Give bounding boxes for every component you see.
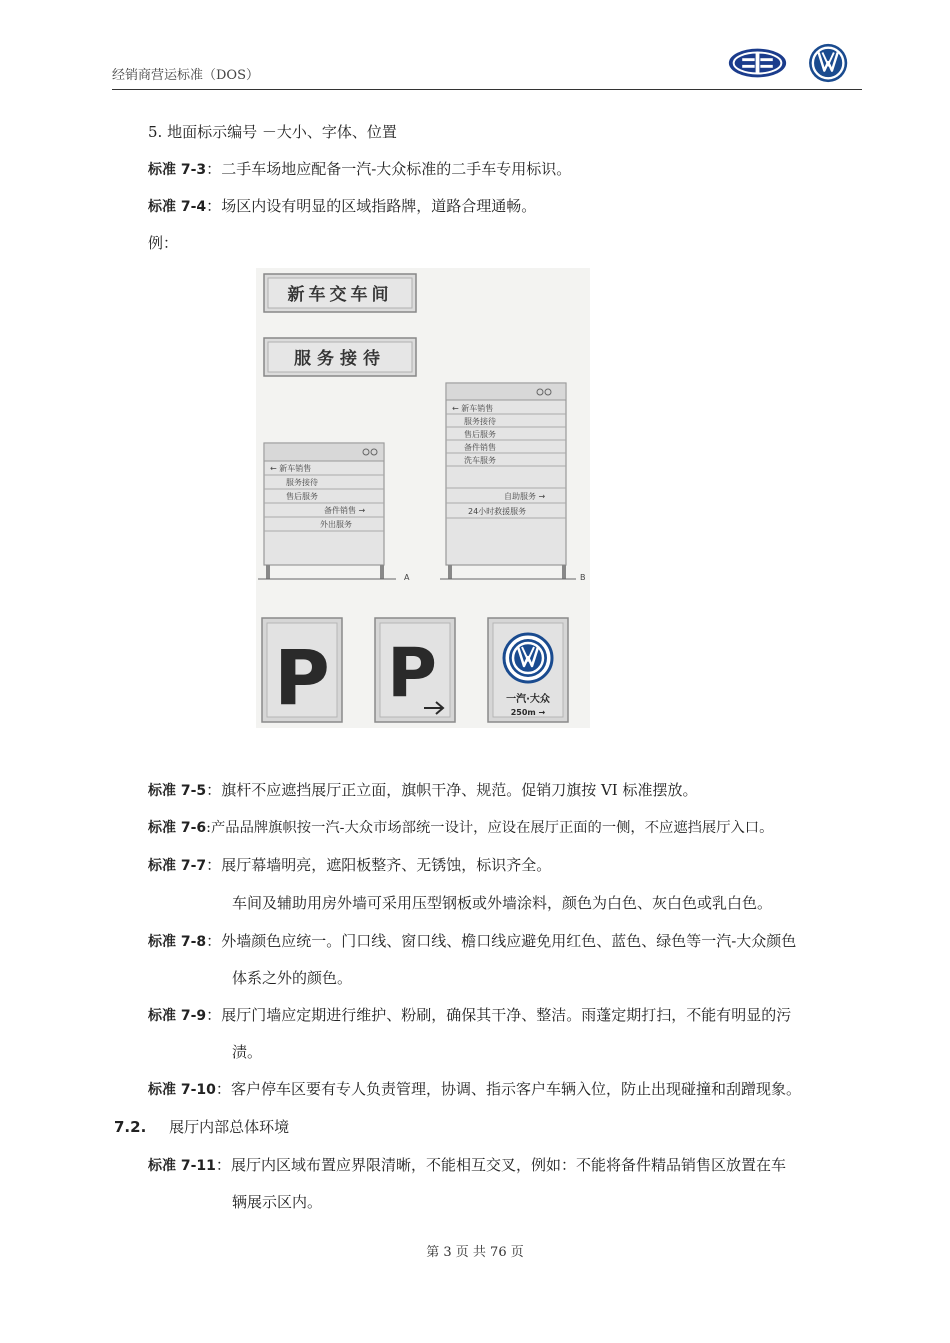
standard-label: 标准 7-4 [148, 199, 207, 215]
page-number: 第 3 页 共 76 页 [426, 1245, 524, 1260]
vw-sign-name: 一汽·大众 [506, 694, 550, 705]
standard-7-11-cont: 辆展示区内。 [232, 1193, 323, 1211]
faw-logo-icon [729, 49, 786, 78]
directory-board-b [440, 383, 586, 582]
standard-7-6: 标准 7-6:产品品牌旗帜按一汽-大众市场部统一设计，应设在展厅正面的一侧，不应遮挡展厅入口。 [148, 820, 774, 836]
vw-logo-icon [504, 634, 552, 682]
section-7-2 [114, 1117, 289, 1137]
signage-illustration [256, 268, 590, 728]
standard-label: 标准 7-3 [148, 162, 207, 178]
board-b-item: ← 新车销售 [452, 404, 494, 413]
parking-sign [262, 618, 342, 722]
sign-service-reception [264, 338, 416, 376]
standard-label: 标准 7-11 [148, 1158, 216, 1174]
standard-7-5: 标准 7-5：旗杆不应遮挡展厅正立面，旗帜干净、规范。促销刀旗按 VI 标准摆放。 [148, 781, 698, 799]
standard-text: 展厅幕墙明亮，遮阳板整齐、无锈蚀，标识齐全。 [221, 856, 552, 874]
standard-label: 标准 7-7 [148, 858, 207, 874]
board-b-item: 售后服务 [464, 430, 496, 439]
parking-direction-sign [375, 618, 455, 722]
sign1-text: 新车交车间 [287, 285, 393, 305]
document-title: 经销商营运标准（DOS） [112, 68, 259, 83]
board-a-label: A [404, 573, 410, 582]
standard-text: 展厅门墙应定期进行维护、粉刷，确保其干净、整洁。雨蓬定期打扫，不能有明显的污 [221, 1006, 792, 1024]
board-b-item: 自助服务 → [504, 492, 546, 501]
standard-label: 标准 7-8 [148, 934, 207, 950]
section-title: 展厅内部总体环境 [169, 1118, 290, 1136]
directory-board-a [258, 443, 410, 582]
board-a-item: ← 新车销售 [270, 464, 312, 473]
standard-7-11: 标准 7-11：展厅内区域布置应界限清晰，不能相互交叉，例如：不能将备件精品销售区放置在车 [148, 1156, 786, 1174]
standard-text: 客户停车区要有专人负责管理，协调、指示客户车辆入位，防止出现碰撞和刮蹭现象。 [230, 1080, 801, 1098]
standard-7-7: 标准 7-7：展厅幕墙明亮，遮阳板整齐、无锈蚀，标识齐全。 [148, 856, 552, 874]
standard-7-9: 标准 7-9：展厅门墙应定期进行维护、粉刷，确保其干净、整洁。雨蓬定期打扫，不能有明显的污 [148, 1006, 792, 1024]
standard-7-8-cont: 体系之外的颜色。 [232, 969, 353, 987]
standard-label: 标准 7-5 [148, 783, 207, 799]
standard-7-8: 标准 7-8：外墙颜色应统一。门口线、窗口线、檐口线应避免用红色、蓝色、绿色等一汽-大众颜色 [148, 932, 797, 950]
parking-letter: P [274, 633, 330, 722]
standard-text: 外墙颜色应统一。门口线、窗口线、檐口线应避免用红色、蓝色、绿色等一汽-大众颜色 [221, 932, 797, 950]
standard-7-7-cont: 车间及辅助用房外墙可采用压型钢板或外墙涂料，颜色为白色、灰白色或乳白色。 [232, 894, 773, 912]
board-a-item: 服务接待 [286, 478, 318, 487]
sign2-text: 服务接待 [294, 349, 386, 369]
sign-new-car-delivery [264, 274, 416, 312]
example-label: 例： [148, 234, 179, 252]
vw-direction-sign [488, 618, 568, 722]
brand-logos [724, 42, 854, 84]
standard-label: 标准 7-10 [148, 1082, 216, 1098]
board-a-item: 外出服务 [320, 520, 352, 529]
item-5: 5. 地面标示编号 －大小、字体、位置 [148, 123, 397, 141]
vw-logo-icon [809, 44, 847, 82]
standard-text: 旗杆不应遮挡展厅正立面，旗帜干净、规范。促销刀旗按 VI 标准摆放。 [221, 781, 698, 799]
signage-figure [256, 268, 590, 728]
board-b-item: 备件销售 [464, 443, 496, 452]
standard-label: 标准 7-9 [148, 1008, 207, 1024]
vw-sign-distance: 250m → [510, 708, 546, 717]
standard-text: 二手车场地应配备一汽-大众标准的二手车专用标识。 [221, 160, 572, 178]
page-header [112, 40, 862, 90]
standard-label: 标准 7-6 [148, 820, 207, 836]
standard-text: 场区内设有明显的区域指路牌，道路合理通畅。 [221, 197, 537, 215]
board-b-item: 洗车服务 [464, 456, 496, 465]
board-a-item: 备件销售 → [324, 506, 366, 515]
standard-7-10: 标准 7-10：客户停车区要有专人负责管理，协调、指示客户车辆入位，防止出现碰撞和刮蹭现象。 [148, 1080, 801, 1098]
standard-7-9-cont: 渍。 [232, 1043, 263, 1061]
parking-letter: P [387, 634, 437, 713]
board-b-label: B [580, 573, 586, 582]
board-b-item: 24小时救援服务 [468, 507, 527, 516]
standard-text: 产品品牌旗帜按一汽-大众市场部统一设计，应设在展厅正面的一侧，不应遮挡展厅入口。 [211, 820, 774, 836]
standard-7-4: 标准 7-4：场区内设有明显的区域指路牌，道路合理通畅。 [148, 197, 537, 215]
standard-text: 展厅内区域布置应界限清晰，不能相互交叉，例如：不能将备件精品销售区放置在车 [230, 1156, 786, 1174]
board-b-item: 服务接待 [464, 417, 496, 426]
standard-7-3: 标准 7-3：二手车场地应配备一汽-大众标准的二手车专用标识。 [148, 160, 572, 178]
board-a-item: 售后服务 [286, 492, 318, 501]
section-number: 7.2. [114, 1118, 147, 1136]
